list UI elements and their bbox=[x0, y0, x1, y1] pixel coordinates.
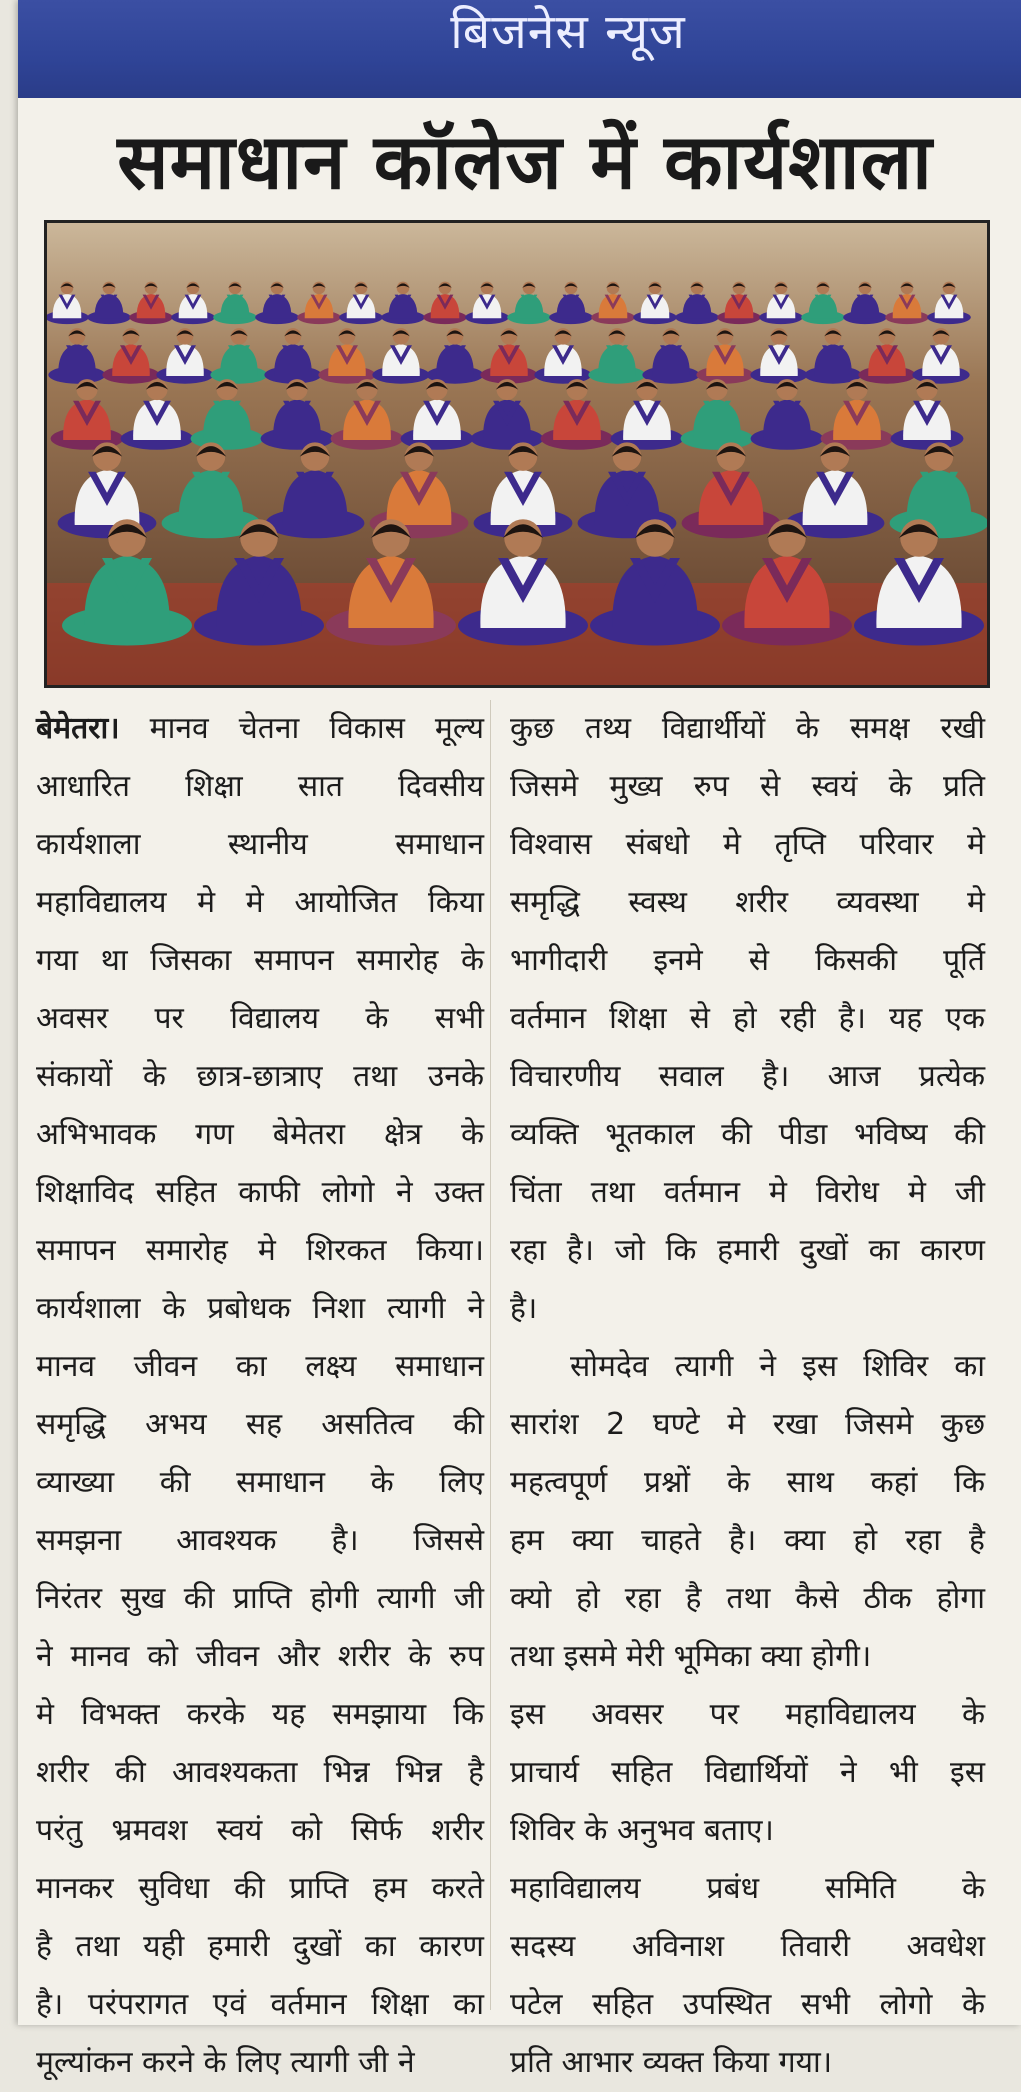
article-line-text: शिविर के अनुभव बताए। bbox=[510, 1813, 774, 1848]
article-line bbox=[510, 932, 985, 990]
article-line bbox=[36, 1338, 484, 1396]
article-line-text: सदस्य अविनाश तिवारी अवधेश bbox=[510, 1929, 985, 1964]
article-line-text: अवसर पर विद्यालय के सभी bbox=[36, 1001, 484, 1036]
article-line-text: अभिभावक गण बेमेतरा क्षेत्र के bbox=[36, 1117, 484, 1152]
section-banner-label: बिजनेस न्यूज bbox=[450, 4, 686, 60]
article-line bbox=[510, 1512, 985, 1570]
article-line bbox=[510, 700, 985, 758]
article-line bbox=[510, 1686, 985, 1744]
article-line-text: वर्तमान शिक्षा से हो रही है। यह एक bbox=[510, 1001, 985, 1036]
article-line-text: है। bbox=[510, 1291, 538, 1326]
article-line-text: भागीदारी इनमे से किसकी पूर्ति bbox=[510, 943, 985, 978]
article-line-text: शरीर की आवश्यकता भिन्न भिन्न है bbox=[36, 1755, 484, 1790]
article-line-text: महाविद्यालय मे मे आयोजित किया bbox=[36, 885, 484, 920]
article-line bbox=[36, 1628, 484, 1686]
article-line bbox=[510, 1628, 985, 1686]
article-photo bbox=[44, 220, 990, 688]
column-divider bbox=[490, 700, 491, 2010]
article-line bbox=[510, 816, 985, 874]
article-line-text: संकायों के छात्र-छात्राए तथा उनके bbox=[36, 1059, 484, 1094]
article-line-text: मूल्यांकन करने के लिए त्यागी जी ने bbox=[36, 2045, 415, 2080]
article-line bbox=[36, 816, 484, 874]
article-line bbox=[36, 1454, 484, 1512]
article-dateline: बेमेतरा। bbox=[36, 711, 120, 746]
article-line-text: प्रति आभार व्यक्त किया गया। bbox=[510, 2045, 833, 2080]
article-line bbox=[510, 1048, 985, 1106]
article-line-text: हम क्या चाहते है। क्या हो रहा है bbox=[510, 1523, 985, 1558]
section-banner bbox=[18, 0, 1021, 98]
article-line bbox=[36, 1512, 484, 1570]
article-line bbox=[36, 1396, 484, 1454]
article-line bbox=[510, 1222, 985, 1280]
article-line-text: समापन समारोह मे शिरकत किया। bbox=[36, 1233, 484, 1268]
article-line bbox=[36, 1570, 484, 1628]
article-line bbox=[510, 1164, 985, 1222]
article-line bbox=[510, 874, 985, 932]
article-line-text: चिंता तथा वर्तमान मे विरोध मे जी bbox=[510, 1175, 985, 1210]
article-line bbox=[36, 1860, 484, 1918]
workshop-audience-illustration bbox=[47, 223, 987, 685]
article-line-text: आधारित शिक्षा सात दिवसीय bbox=[36, 769, 484, 804]
article-line-text: सोमदेव त्यागी ने इस शिविर का bbox=[570, 1349, 985, 1384]
article-line bbox=[36, 932, 484, 990]
article-line bbox=[36, 1744, 484, 1802]
article-line-text: मे विभक्त करके यह समझाया कि bbox=[36, 1697, 484, 1732]
article-line bbox=[36, 1222, 484, 1280]
article-line bbox=[36, 1106, 484, 1164]
article-line bbox=[510, 1918, 985, 1976]
article-line bbox=[36, 874, 484, 932]
article-headline: समाधान कॉलेज में कार्यशाला bbox=[117, 117, 933, 206]
article-line-text: मानव जीवन का लक्ष्य समाधान bbox=[36, 1349, 484, 1384]
article-line bbox=[510, 1802, 985, 1860]
article-line-text: व्यक्ति भूतकाल की पीडा भविष्य की bbox=[510, 1117, 985, 1152]
article-line-text: पटेल सहित उपस्थित सभी लोगो के bbox=[510, 1987, 985, 2022]
article-line bbox=[36, 700, 484, 758]
article-column-left bbox=[36, 700, 484, 2092]
article-line-text: महत्वपूर्ण प्रश्नों के साथ कहां कि bbox=[510, 1465, 985, 1500]
article-line-text: कुछ तथ्य विद्यार्थीयों के समक्ष रखी bbox=[510, 711, 985, 746]
article-line-text: रहा है। जो कि हमारी दुखों का कारण bbox=[510, 1233, 985, 1268]
article-line-text: कार्यशाला स्थानीय समाधान bbox=[36, 827, 484, 862]
article-line-text: समृद्धि अभय सह असतित्व की bbox=[36, 1407, 484, 1442]
article-line-text: मानकर सुविधा की प्राप्ति हम करते bbox=[36, 1871, 484, 1906]
article-line-text: शिक्षाविद सहित काफी लोगो ने उक्त bbox=[36, 1175, 484, 1210]
article-line bbox=[36, 1164, 484, 1222]
article-line-text: क्यो हो रहा है तथा कैसे ठीक होगा bbox=[510, 1581, 985, 1616]
article-line bbox=[510, 2034, 985, 2092]
article-line-text: समृद्धि स्वस्थ शरीर व्यवस्था मे bbox=[510, 885, 985, 920]
article-line bbox=[36, 1918, 484, 1976]
article-line-text: गया था जिसका समापन समारोह के bbox=[36, 943, 484, 978]
article-line bbox=[510, 758, 985, 816]
article-line-text: है तथा यही हमारी दुखों का कारण bbox=[36, 1929, 484, 1964]
article-line bbox=[36, 2034, 484, 2092]
article-line-text: मानव चेतना विकास मूल्य bbox=[119, 711, 484, 746]
article-line-text: विश्वास संबधो मे तृप्ति परिवार मे bbox=[510, 827, 985, 862]
article-line-text: तथा इसमे मेरी भूमिका क्या होगी। bbox=[510, 1639, 872, 1674]
article-line bbox=[36, 758, 484, 816]
article-line bbox=[36, 1686, 484, 1744]
article-line bbox=[510, 1396, 985, 1454]
article-line-text: कार्यशाला के प्रबोधक निशा त्यागी ने bbox=[36, 1291, 484, 1326]
article-column-right bbox=[510, 700, 985, 2092]
article-line-text: समझना आवश्यक है। जिससे bbox=[36, 1523, 484, 1558]
article-line-text: महाविद्यालय प्रबंध समिति के bbox=[510, 1871, 985, 1906]
article-line bbox=[36, 1976, 484, 2034]
article-line-text: इस अवसर पर महाविद्यालय के bbox=[510, 1697, 985, 1732]
article-line-text: निरंतर सुख की प्राप्ति होगी त्यागी जी bbox=[36, 1581, 484, 1616]
article-line bbox=[510, 1454, 985, 1512]
article-line bbox=[36, 1802, 484, 1860]
article-line bbox=[510, 1106, 985, 1164]
article-line bbox=[510, 1976, 985, 2034]
article-line-text: विचारणीय सवाल है। आज प्रत्येक bbox=[510, 1059, 985, 1094]
article-line-text: प्राचार्य सहित विद्यार्थियों ने भी इस bbox=[510, 1755, 985, 1790]
article-line-text: परंतु भ्रमवश स्वयं को सिर्फ शरीर bbox=[36, 1813, 484, 1848]
article-line-text: है। परंपरागत एवं वर्तमान शिक्षा का bbox=[36, 1987, 484, 2022]
article-line bbox=[510, 1570, 985, 1628]
article-line bbox=[510, 990, 985, 1048]
article-line bbox=[510, 1744, 985, 1802]
article-line-text: व्याख्या की समाधान के लिए bbox=[36, 1465, 484, 1500]
article-line bbox=[510, 1280, 985, 1338]
article-line bbox=[510, 1338, 985, 1396]
article-line bbox=[36, 990, 484, 1048]
article-line-text: जिसमे मुख्य रुप से स्वयं के प्रति bbox=[510, 769, 985, 804]
article-line bbox=[510, 1860, 985, 1918]
article-line-text: सारांश 2 घण्टे मे रखा जिसमे कुछ bbox=[510, 1407, 985, 1442]
article-line bbox=[36, 1048, 484, 1106]
article-line-text: ने मानव को जीवन और शरीर के रुप bbox=[36, 1639, 484, 1674]
article-line bbox=[36, 1280, 484, 1338]
